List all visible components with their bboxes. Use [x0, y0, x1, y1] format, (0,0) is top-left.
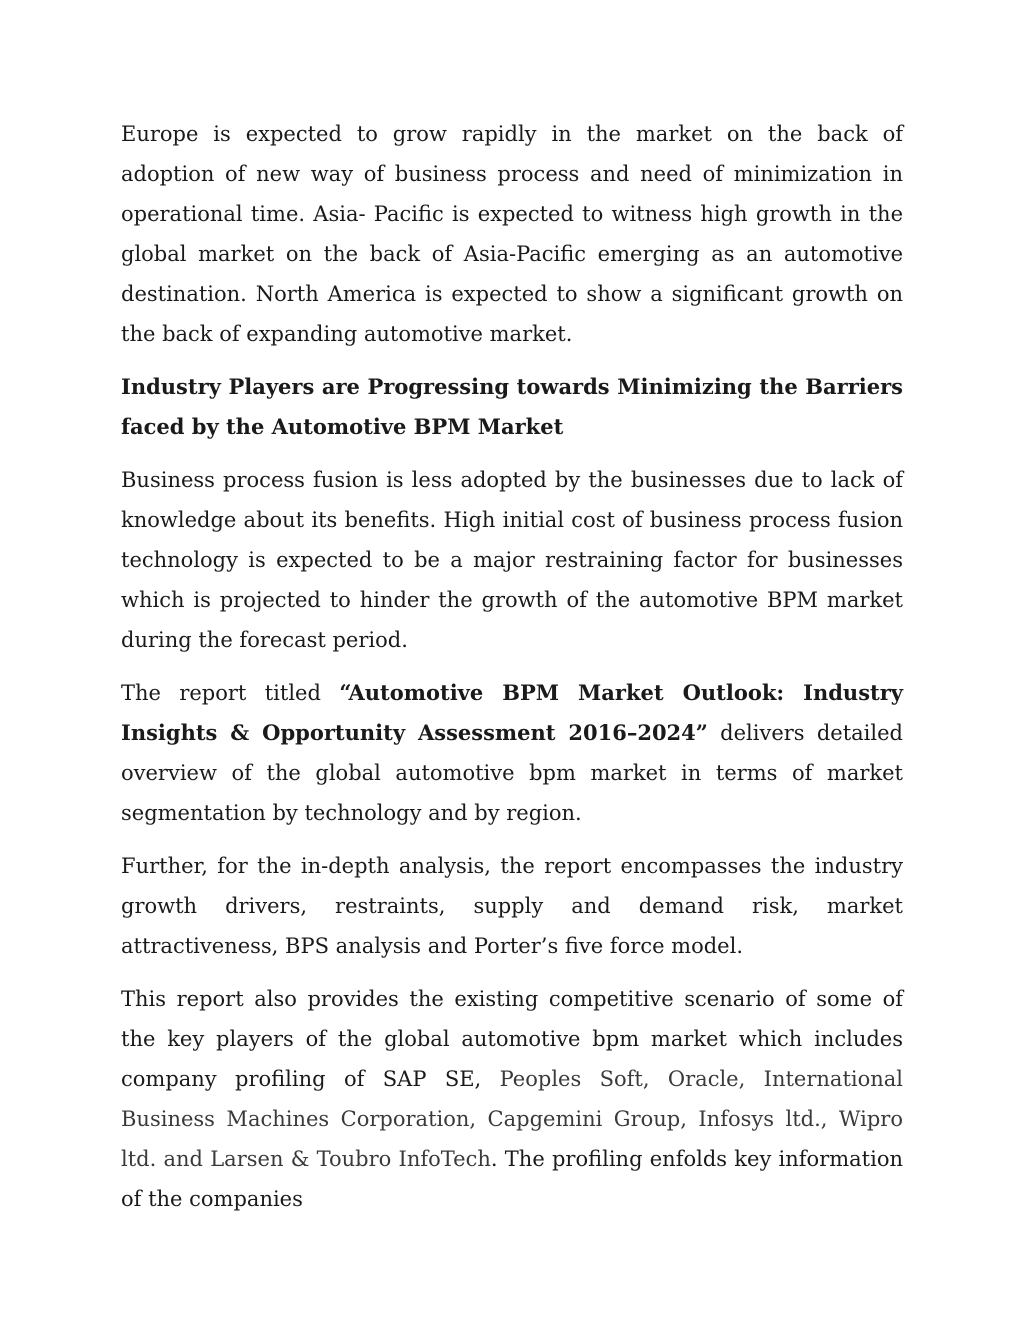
key-players-intro: This report also provides the existing competitive scenario of some of the key players of the global automotive bpm market which includes company profiling of SAP SE, [121, 987, 903, 1091]
report-intro-text: The report titled [121, 681, 340, 705]
paragraph-key-players [121, 979, 903, 1219]
document-page [121, 114, 903, 1232]
paragraph-barriers: Business process fusion is less adopted by the businesses due to lack of knowledge about its benefits. High initial cost of business process fusion technology is expected to be a major restraining factor for businesses which is projected to hinder the growth of the automotive BPM market during the forecast period. [121, 468, 903, 652]
paragraph-report-title [121, 673, 903, 833]
section-heading: Industry Players are Progressing towards Minimizing the Barriers faced by the Automotive BPM Market [121, 374, 903, 439]
report-description-text: delivers detailed overview of the global automotive bpm market in terms of market segmentation by technology and by region. [121, 721, 903, 825]
key-players-rest: . The profiling enfolds key information of the companies [121, 1147, 903, 1211]
paragraph-analysis: Further, for the in-depth analysis, the report encompasses the industry growth drivers, restraints, supply and demand risk, market attractiveness, BPS analysis and Porter’s five force model. [121, 854, 903, 958]
report-title: “Automotive BPM Market Outlook: Industry Insights & Opportunity Assessment 2016–2024” [121, 680, 903, 745]
company-list: Peoples Soft, Oracle, International Business Machines Corporation, Capgemini Group, Infosys ltd., Wipro ltd. and Larsen & Toubro InfoTech [121, 1067, 904, 1171]
paragraph-regional-growth: Europe is expected to grow rapidly in the market on the back of adoption of new way of business process and need of minimization in operational time. Asia- Pacific is expected to witness high growth in the global market on the back of Asia-Pacific emerging as an automotive destination. North America is expected to show a significant growth on the back of expanding automotive market. [121, 122, 903, 346]
